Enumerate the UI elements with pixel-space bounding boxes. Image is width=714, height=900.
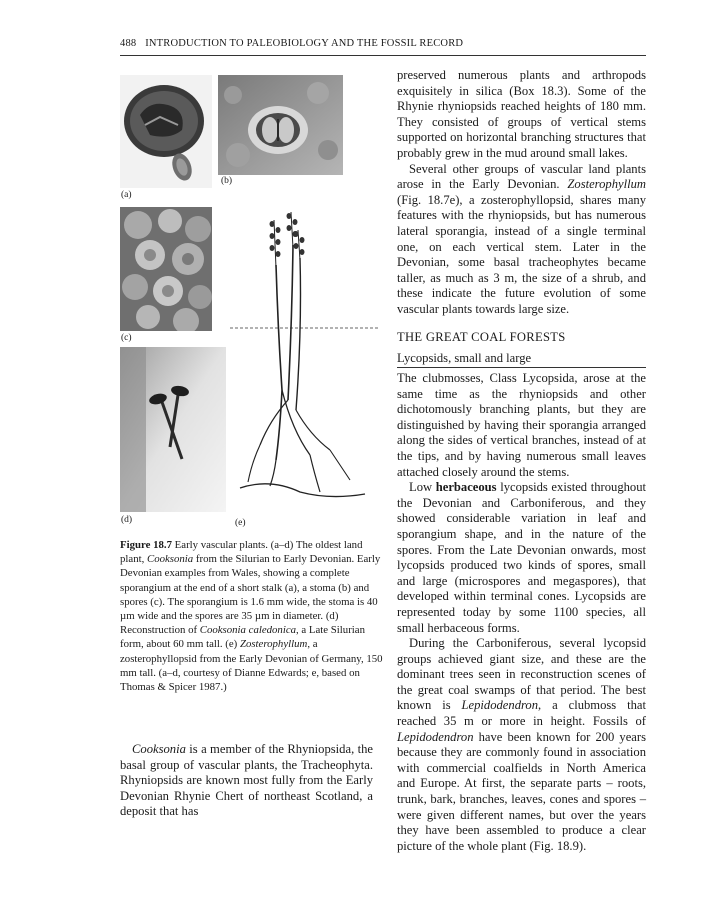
panel-label-b: (b) xyxy=(221,176,233,186)
page-number: 488 xyxy=(120,38,137,49)
paragraph: During the Carboniferous, several lycopsid groups achieved giant size, and these are the dominant trees seen in reconstruction scenes of the great coal swamps of that period. The best known is Lepidodendron, a clubmoss that reached 35 m or more in height. Fossils of Lepidodendron have been known for 200 years because they are commonly found in association with commercial coalfields in North America and Europe. At first, the separate parts – roots, trunk, bark, branches, leaves, cones and spores – were given different names, but over the years they have been assembled to produce a clear picture of the whole plant (Fig. 18.9). xyxy=(397,636,646,853)
paragraph: The clubmosses, Class Lycopsida, arose at the same time as the rhyniopsids and other dichotomously branching plants, but they are distinguished by having their sporangia arranged along the sides of vertical branches, instead of at the tips, and by having numerous small leaves attached closely around the stems. xyxy=(397,371,646,479)
left-body-text xyxy=(120,742,373,820)
figure-panel-c-photo xyxy=(120,207,212,331)
right-column-top xyxy=(397,68,646,318)
figure-panel-e-drawing xyxy=(230,210,380,515)
panel-label-d: (d) xyxy=(121,515,133,525)
right-column-bottom xyxy=(397,371,646,854)
panel-label-c: (c) xyxy=(121,333,132,343)
paragraph: Cooksonia is a member of the Rhyniopsida, the basal group of vascular plants, the Tracheophyta. Rhyniopsids are known most fully from the Early Devonian Rhynie Chert of northeast Scotland, a deposit that has xyxy=(120,742,373,819)
panel-label-e: (e) xyxy=(235,518,246,528)
figure-number: Figure 18.7 xyxy=(120,539,172,551)
figure-panel-b-photo xyxy=(218,75,343,175)
paragraph: preserved numerous plants and arthropods exquisitely in silica (Box 18.3). Some of the Rhynie rhyniopsids reached heights of 180 mm. They consisted of groups of vertical stems supported on horizontal branching structures that probably grew in the mud around small lakes. xyxy=(397,68,646,160)
running-title: INTRODUCTION TO PALEOBIOLOGY AND THE FOSSIL RECORD xyxy=(145,38,464,49)
subsection-heading: Lycopsids, small and large xyxy=(397,351,646,368)
figure-panel-d-photo xyxy=(120,347,226,512)
paragraph: Several other groups of vascular land plants arose in the Early Devonian. Zosterophyllum (Fig. 18.7e), a zosterophyllopsid, shares many features with the rhyniopsids, but has numerous lateral sporangia, instead of a single terminal one, on each vertical stem. Later in the Devonian, some basal tracheophytes became taller, as much as 3 m, the size of a shrub, and these indicate the future evolution of some vascular plants towards large size. xyxy=(397,161,646,316)
figure-caption: Figure 18.7 Early vascular plants. (a–d) The oldest land plant, Cooksonia from the Silurian to Early Devonian. Early Devonian examples from Wales, showing a complete sporangium at the end of a short stalk (a), a stoma (b) and spores (c). The sporangium is 1.6 mm wide, the stoma is 40 µm wide and the spores are 35 µm in diameter. (d) Reconstruction of Cooksonia caledonica, a Late Silurian form, about 60 mm tall. (e) Zosterophyllum, a zosterophyllopsid from the Early Devonian of Germany, 150 mm tall. (a–d, courtesy of Dianne Edwards; e, based on Thomas & Spicer 1987.) xyxy=(120,539,383,694)
header-rule xyxy=(120,55,646,56)
figure-panel-a-photo xyxy=(120,75,212,188)
panel-label-a: (a) xyxy=(121,190,132,200)
section-heading: THE GREAT COAL FORESTS xyxy=(397,330,566,344)
paragraph: Low herbaceous lycopsids existed throughout the Devonian and Carboniferous, and they showed considerable variation in leaf and sporangium shape, and in the nature of the spores. From the Late Devonian onwards, most lycopsids produced two kinds of spores, small and large (microspores and megaspores), that developed within terminal cones. Lycopsids are represented today by some 1100 species, all small herbaceous forms. xyxy=(397,480,646,635)
running-header xyxy=(120,38,646,49)
